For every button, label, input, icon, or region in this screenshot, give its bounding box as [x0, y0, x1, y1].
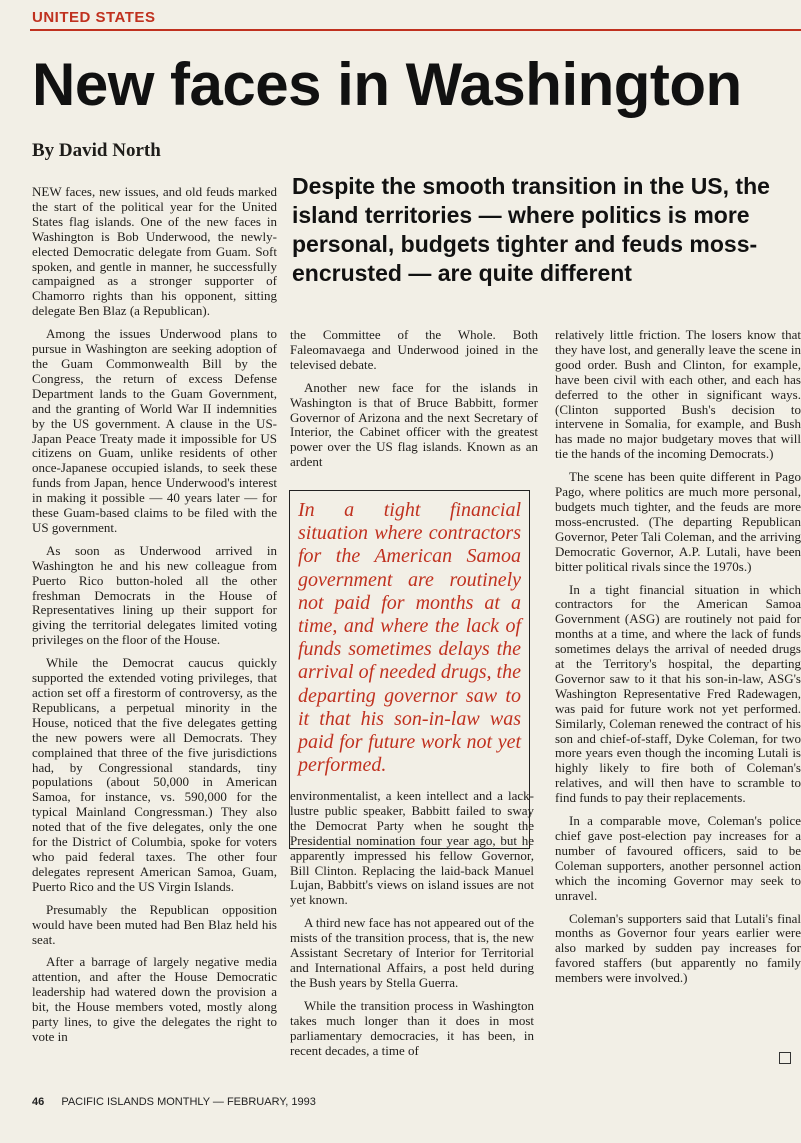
paragraph: In a tight financial situation in which contractors for the American Samoa Government (ASG) are routinely not paid for months at a time, and where the lack of funds sometimes delays the arrival of needed drugs at the Territory's hospital, the departing Governor saw to it that his son-in-law, ASG's Washington Representative Fred Radewagen, was paid for future work not yet performed. Similarly, Coleman renewed the contract of his son and chief-of-staff, Dyke Coleman, for two more years even though the incoming Lutali is highly likely to fire both of Coleman's relatives, and will then have to scramble to find funds to pay their replacements.	[555, 581, 801, 806]
paragraph: The scene has been quite different in Pago Pago, where politics are much more personal, budgets much tighter, and the feuds are more moss-encrusted. (The departing Republican Governor, Peter Tali Coleman, and the arriving Democratic Governor, A.P. Lutali, have been bitter political rivals since the 1970s.)	[555, 469, 801, 574]
article-column-2-top	[290, 328, 538, 478]
paragraph: NEW faces, new issues, and old feuds marked the start of the political year for the United States flag islands. One of the new faces in Washington is Bob Underwood, the newly-elected Democratic delegate from Guam. Soft spoken, and gentle in manner, he successfully campaigned as a stronger supporter of Chamorro rights than his opponent, sitting delegate Ben Blaz (a Republican).	[32, 184, 277, 319]
page-number: 46	[32, 1096, 45, 1108]
paragraph: Presumably the Republican opposition would have been muted had Ben Blaz held his seat.	[32, 901, 277, 947]
section-rule	[30, 29, 801, 31]
paragraph: the Committee of the Whole. Both Faleomavaega and Underwood joined in the televised debate.	[290, 327, 538, 372]
pull-quote: In a tight financial situation where contractors for the American Samoa government are routinely not paid for months at a time, and where the lack of funds sometimes delays the arrival of needed drugs, the departing governor saw to it that his son-in-law was paid for future work not yet performed.	[289, 490, 530, 849]
paragraph: While the transition process in Washington takes much longer than it does in most parliamentary democracies, it has been, in recent decades, a time of	[290, 997, 534, 1058]
page-footer	[32, 1096, 316, 1108]
article-column-3	[555, 328, 801, 994]
paragraph: A third new face has not appeared out of the mists of the transition process, that is, the new Assistant Secretary of Interior for Territorial and International Affairs, a post held during the Bush years by Stella Guerra.	[290, 915, 534, 990]
article-column-1	[32, 185, 277, 1053]
paragraph: Coleman's supporters said that Lutali's final months as Governor four years earlier were also marked by sudden pay increases for favored staffers (but apparently no family members were involved.)	[555, 910, 801, 986]
paragraph: While the Democrat caucus quickly supported the extended voting privileges, that action set off a firestorm of controversy, as the Republicans, a perpetual minority in the House, noticed that the five delegates getting the new powers were all Democrats. They complained that three of the five jurisdictions had, by Congressional standards, tiny populations (about 50,000 in American Samoa, for instance, vs. 590,000 for the typical Mainland Congressman.) They also noted that of the five delegates, only the one for the District of Columbia, spoke for voters who paid federal taxes. The other four delegates represent American Samoa, Guam, Puerto Rico and the US Virgin Islands.	[32, 655, 277, 894]
deck-subheadline: Despite the smooth transition in the US, the island territories — where politics is more personal, budgets tighter and feuds moss-encrusted — are quite different	[292, 173, 770, 286]
headline: New faces in Washington	[32, 51, 742, 118]
article-column-2-bottom	[290, 789, 534, 1066]
paragraph: In a comparable move, Coleman's police chief gave post-election pay increases for a number of favoured officers, said to be Coleman supporters, another personnel action which the incoming Governor may seek to unravel.	[555, 813, 801, 903]
paragraph: As soon as Underwood arrived in Washington he and his new colleague from Puerto Rico button-holed all the other freshman Democrats in the House of Representatives lining up their support for giving the territorial delegates limited voting privileges on the floor of the House.	[32, 542, 277, 648]
paragraph: Among the issues Underwood plans to pursue in Washington are seeking adoption of the Guam Commonwealth Bill by the Congress, the return of excess Defense Department lands to the Guam Government, and the granting of World War II indemnities by the US government. A clause in the US-Japan Peace Treaty made it impossible for US citizens on Guam, unlike residents of other once-Japanese occupied islands, to seek these funds from Japan, hence Underwood's interest in making it possible — 40 years later — for these Guam-based claims to be filed with the US government.	[32, 326, 277, 535]
byline: By David North	[32, 140, 161, 161]
section-label: UNITED STATES	[32, 9, 156, 26]
paragraph: Another new face for the islands in Washington is that of Bruce Babbitt, former Governor of Arizona and the next Secretary of Interior, the Cabinet officer with the greatest power over the US flag islands. Known as an ardent	[290, 379, 538, 470]
paragraph: environmentalist, a keen intellect and a lack-lustre public speaker, Babbitt failed to sway the Democrat Party when he sought the Presidential nomination four year ago, but he apparently impressed his fellow Governor, Bill Clinton. Replacing the laid-back Manuel Lujan, Babbitt's views on island issues are not yet known.	[290, 788, 534, 908]
end-of-article-mark	[779, 1052, 791, 1064]
paragraph: relatively little friction. The losers know that they have lost, and generally leave the scene in good order. Bush and Clinton, for example, have been civil with each other, and each has deferred to the other in significant ways. (Clinton supported Bush's decision to intervene in Somalia, for example, and Bush has made no major budgetary moves that will tie the hands of the incoming Democrats.)	[555, 327, 801, 462]
publication-line: PACIFIC ISLANDS MONTHLY — FEBRUARY, 1993	[61, 1096, 316, 1108]
paragraph: After a barrage of largely negative media attention, and after the House Democratic leadership had watered down the provision a bit, the House members voted, mostly along party lines, to give the delegates the right to vote in	[32, 954, 277, 1044]
